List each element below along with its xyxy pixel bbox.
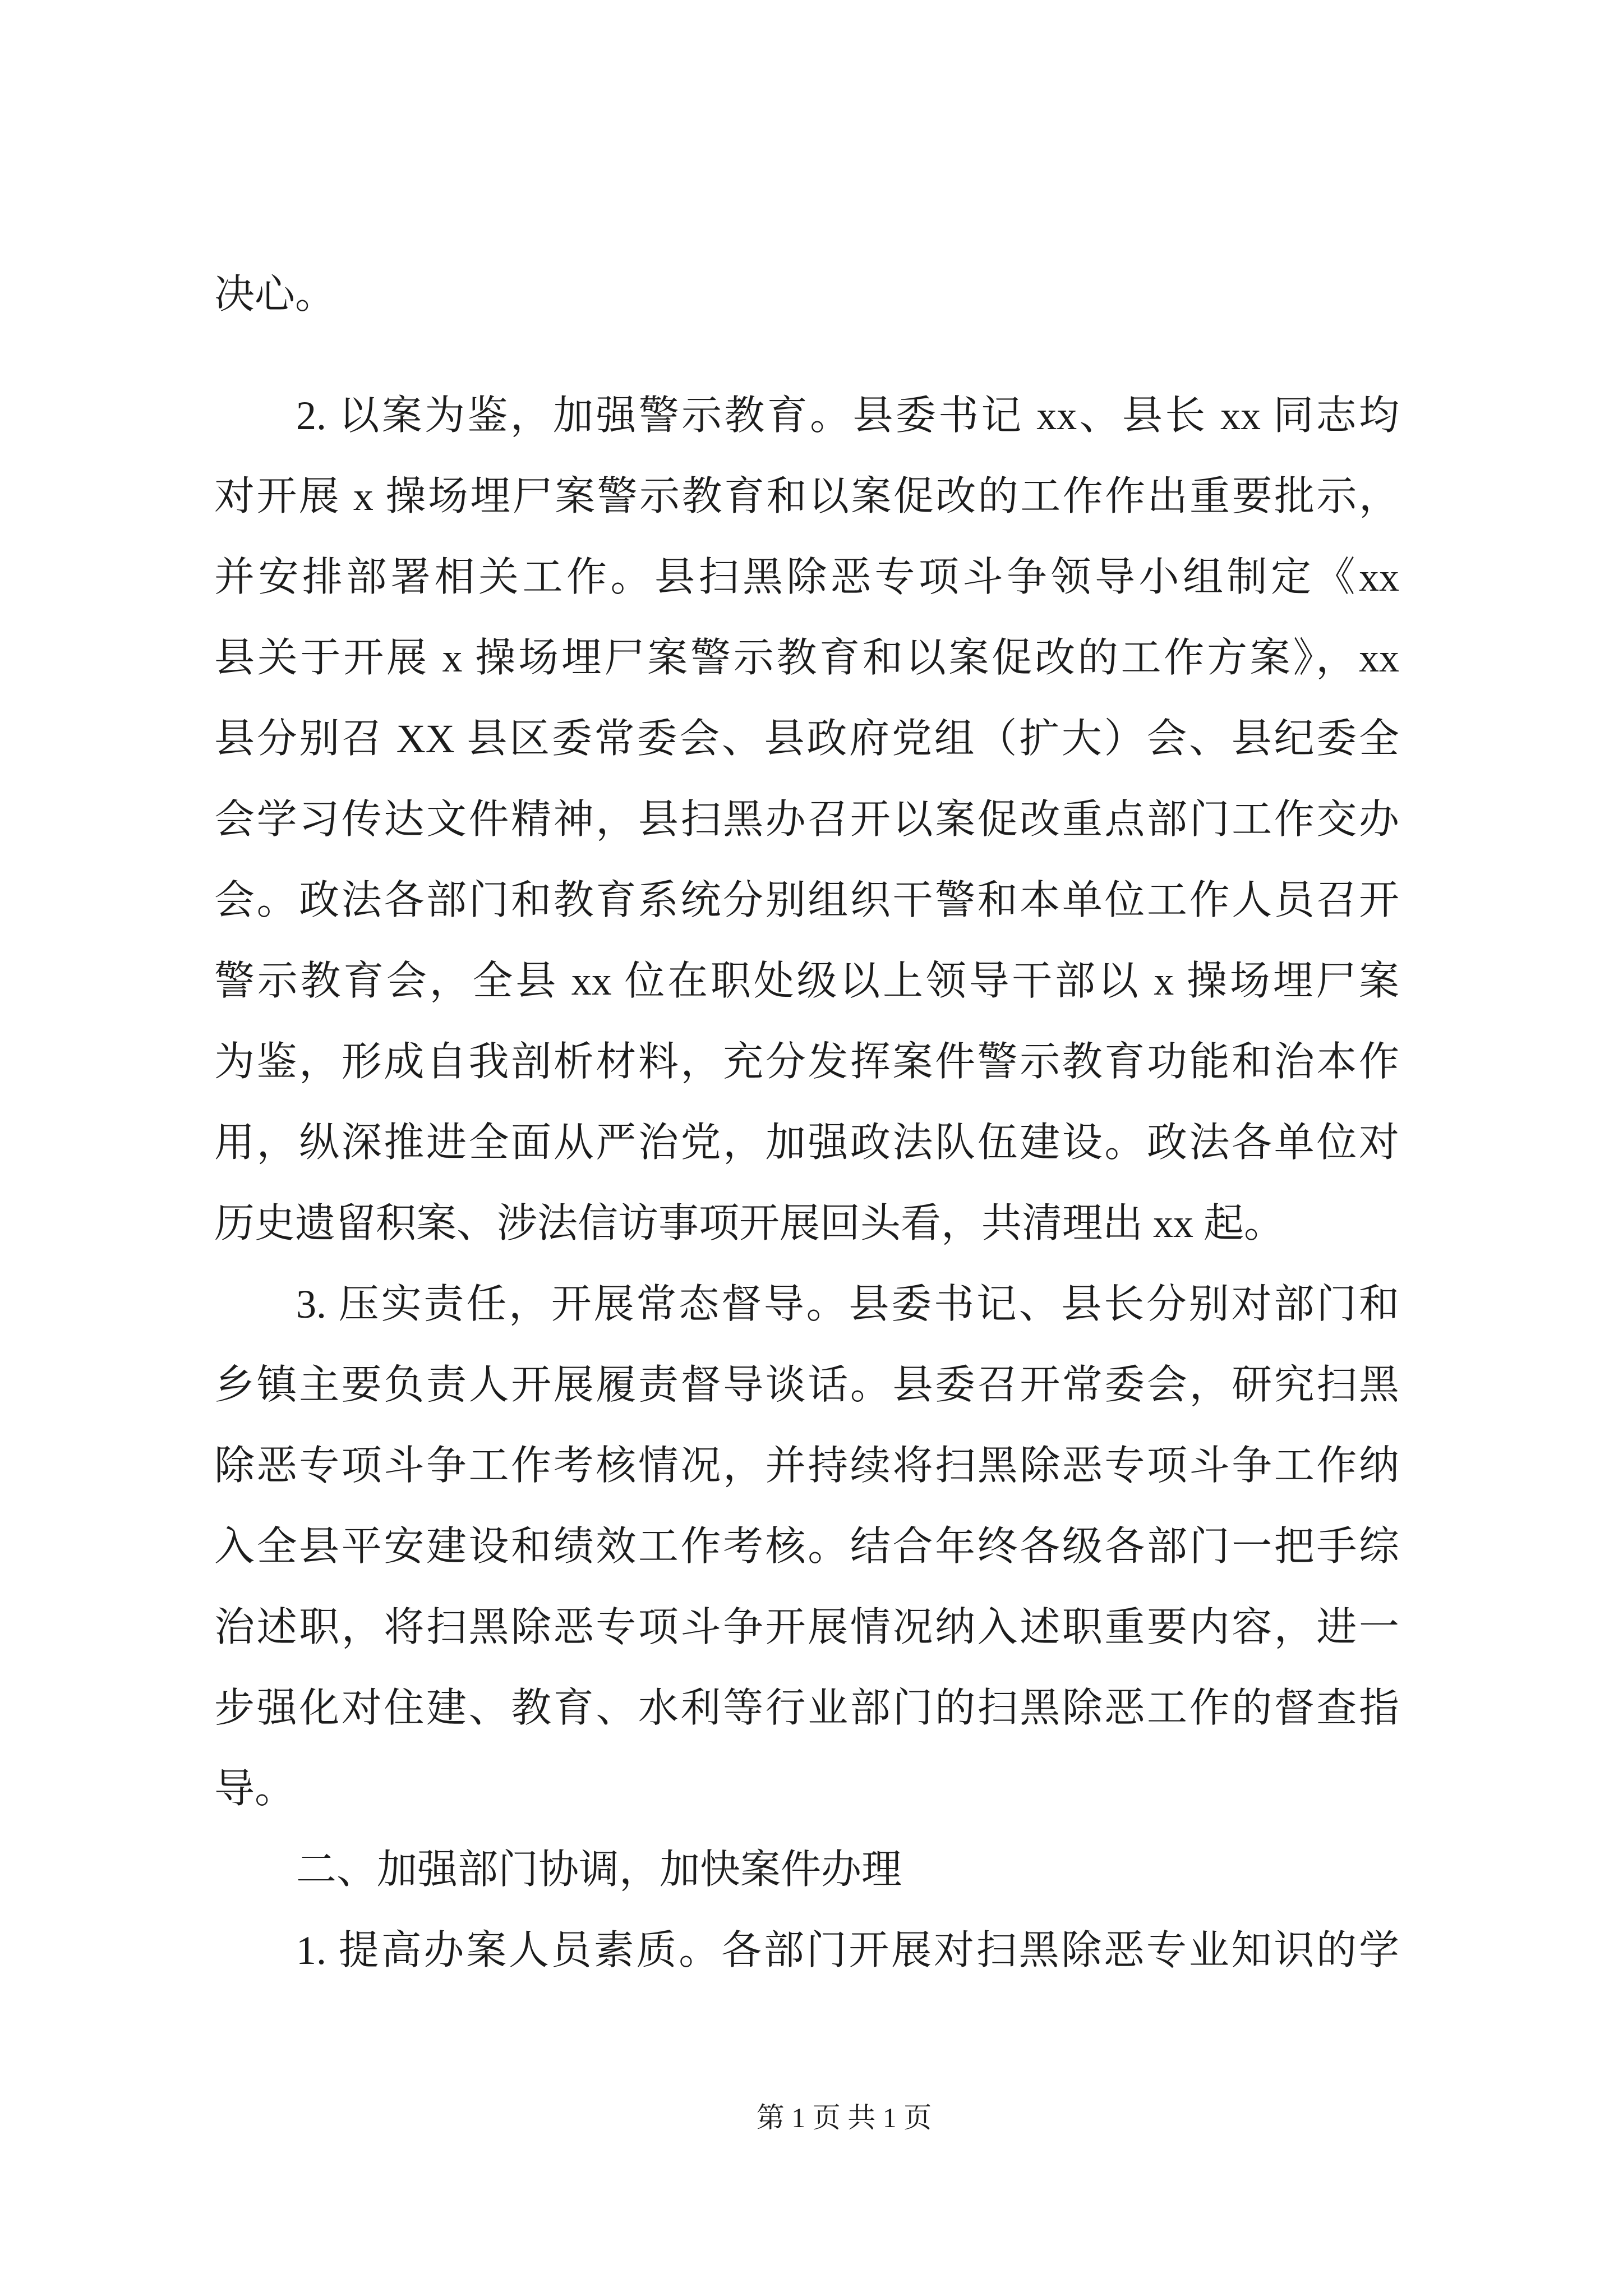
text-line: 2. 以案为鉴，加强警示教育。县委书记 xx、县长 xx 同志均 xyxy=(296,393,1399,438)
text-line: 历史遗留积案、涉法信访事项开展回头看，共清理出 xx 起。 xyxy=(214,1201,1285,1246)
text-line: 步强化对住建、教育、水利等行业部门的扫黑除恶工作的督查指 xyxy=(214,1686,1399,1731)
text-line: 除恶专项斗争工作考核情况，并持续将扫黑除恶专项斗争工作纳 xyxy=(214,1443,1399,1488)
text-line: 会学习传达文件精神，县扫黑办召开以案促改重点部门工作交办 xyxy=(214,797,1399,842)
text-line: 乡镇主要负责人开展履责督导谈话。县委召开常委会，研究扫黑 xyxy=(214,1363,1399,1407)
text-line: 1. 提高办案人员素质。各部门开展对扫黑除恶专业知识的学 xyxy=(296,1928,1399,1973)
text-line: 会。政法各部门和教育系统分别组织干警和本单位工作人员召开 xyxy=(214,878,1399,923)
text-line: 为鉴，形成自我剖析材料，充分发挥案件警示教育功能和治本作 xyxy=(214,1039,1399,1084)
paragraph xyxy=(214,254,1399,335)
paragraph xyxy=(214,1910,1399,1991)
text-line: 入全县平安建设和绩效工作考核。结合年终各级各部门一把手综 xyxy=(214,1524,1399,1569)
text-line: 县分别召 XX 县区委常委会、县政府党组（扩大）会、县纪委全 xyxy=(214,716,1399,761)
text-line: 决心。 xyxy=(214,272,336,317)
document-body xyxy=(214,254,1399,1991)
text-line: 导。 xyxy=(214,1766,296,1811)
text-line: 用，纵深推进全面从严治党，加强政法队伍建设。政法各单位对 xyxy=(214,1120,1399,1165)
text-line: 对开展 x 操场埋尸案警示教育和以案促改的工作作出重要批示， xyxy=(214,474,1399,519)
text-line: 3. 压实责任，开展常态督导。县委书记、县长分别对部门和 xyxy=(296,1282,1399,1327)
paragraph xyxy=(214,375,1399,1264)
section-heading xyxy=(214,1829,1399,1910)
text-line: 县关于开展 x 操场埋尸案警示教育和以案促改的工作方案》，xx xyxy=(214,636,1399,680)
text-line: 治述职，将扫黑除恶专项斗争开展情况纳入述职重要内容，进一 xyxy=(214,1605,1399,1650)
text-line: 并安排部署相关工作。县扫黑除恶专项斗争领导小组制定《xx xyxy=(214,555,1399,600)
heading-line: 二、加强部门协调，加快案件办理 xyxy=(296,1847,902,1892)
text-line: 警示教育会，全县 xx 位在职处级以上领导干部以 x 操场埋尸案 xyxy=(214,959,1399,1004)
page-footer: 第 1 页 共 1 页 xyxy=(756,2102,932,2133)
paragraph xyxy=(214,1264,1399,1829)
